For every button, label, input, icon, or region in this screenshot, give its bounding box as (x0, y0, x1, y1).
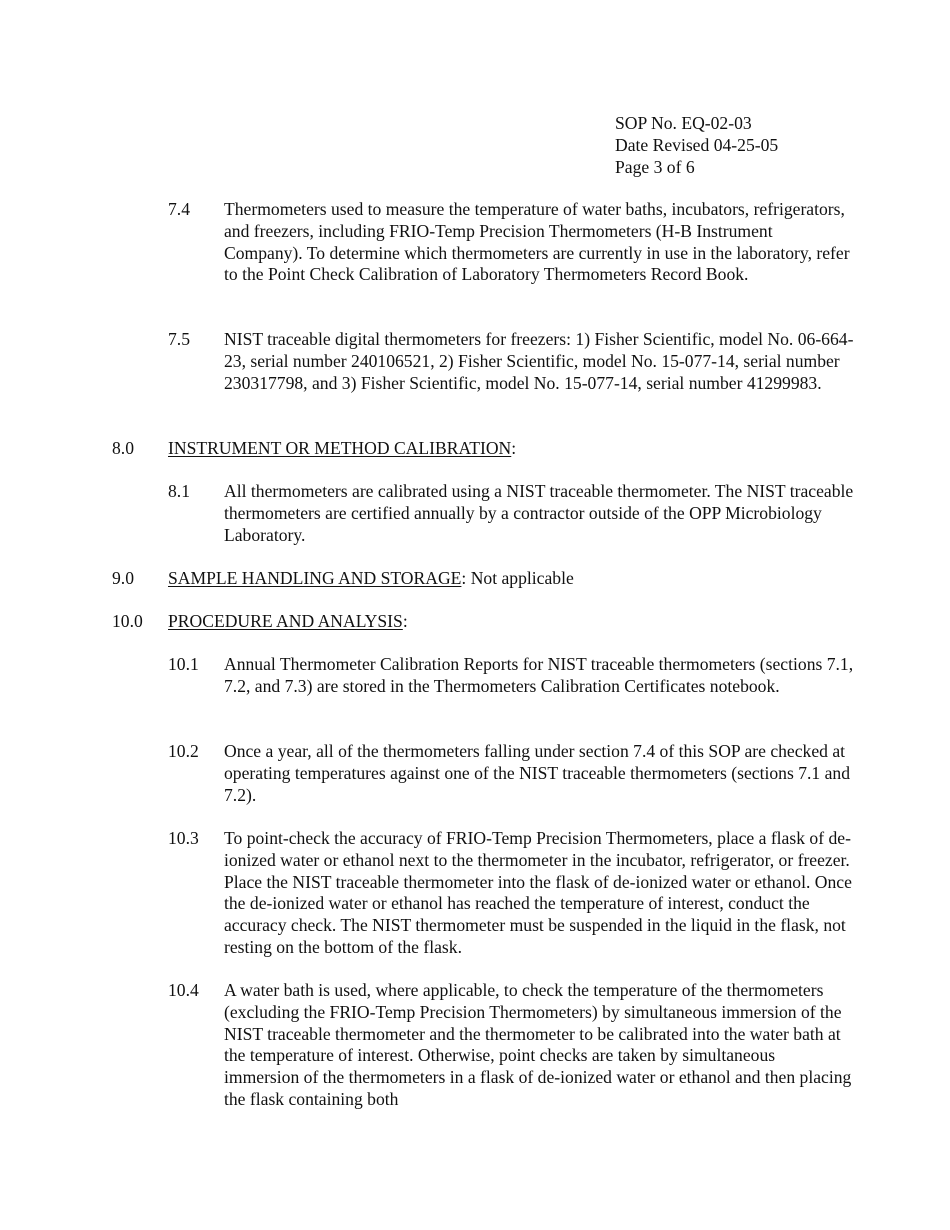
item-text: A water bath is used, where applicable, to check the temperature of the thermometers (excluding the FRIO-Temp Precision Thermometers) by simultaneous immersion of the NIST traceable thermometer and the thermometer to be calibrated into the water bath at the temperature of interest. Otherwise, point checks are taken by simultaneous immersion of the thermometers in a flask of de-ionized water or ethanol and then placing the flask containing both (224, 980, 852, 1109)
section-number: 10.0 (112, 611, 143, 631)
section-suffix: : Not applicable (461, 568, 574, 588)
section-title: SAMPLE HANDLING AND STORAGE (168, 568, 462, 588)
date-revised: Date Revised 04-25-05 (615, 134, 779, 155)
section-heading (168, 438, 516, 460)
section-title: PROCEDURE AND ANALYSIS (168, 611, 403, 631)
section-suffix: : (402, 611, 408, 631)
item-number: 10.4 (168, 980, 199, 1000)
item-text: NIST traceable digital thermometers for freezers: 1) Fisher Scientific, model No. 06-664-23, serial number 240106521, 2) Fisher Scientific, model No. 15-077-14, serial number 230317798, and 3) Fisher Scientific, model No. 15-077-14, serial number 41299983. (224, 329, 854, 393)
document-header (615, 113, 915, 178)
section-suffix: : (511, 438, 517, 458)
page-number: Page 3 of 6 (615, 156, 695, 177)
item-text: To point-check the accuracy of FRIO-Temp Precision Thermometers, place a flask of de-ionized water or ethanol next to the thermometer in the incubator, refrigerator, or freezer. Place the NIST traceable thermometer into the flask of de-ionized water or ethanol. Once the de-ionized water or ethanol has reached the temperature of interest, conduct the accuracy check. The NIST thermometer must be suspended in the liquid in the flask, not resting on the bottom of the flask. (224, 828, 852, 957)
section-number: 9.0 (112, 568, 134, 588)
item-number: 10.3 (168, 828, 199, 848)
item-number: 10.1 (168, 654, 199, 674)
section-title: INSTRUMENT OR METHOD CALIBRATION (168, 438, 512, 458)
section-heading (168, 611, 408, 633)
sop-number: SOP No. EQ-02-03 (615, 113, 752, 133)
item-text: Once a year, all of the thermometers falling under section 7.4 of this SOP are checked at operating temperatures against one of the NIST traceable thermometers (sections 7.1 and 7.2). (224, 741, 850, 805)
section-number: 8.0 (112, 438, 134, 458)
item-number: 8.1 (168, 481, 190, 501)
item-number: 10.2 (168, 741, 199, 761)
item-text: All thermometers are calibrated using a NIST traceable thermometer. The NIST traceable thermometers are certified annually by a contractor outside of the OPP Microbiology Laboratory. (224, 481, 854, 545)
item-text: Annual Thermometer Calibration Reports for NIST traceable thermometers (sections 7.1, 7.2, and 7.3) are stored in the Thermometers Calibration Certificates notebook. (224, 654, 854, 696)
item-number: 7.5 (168, 329, 190, 349)
section-heading (168, 568, 574, 590)
item-text: Thermometers used to measure the temperature of water baths, incubators, refrigerators, and freezers, including FRIO-Temp Precision Thermometers (H-B Instrument Company). To determine which thermometers are currently in use in the laboratory, refer to the Point Check Calibration of Laboratory Thermometers Record Book. (224, 199, 850, 285)
item-number: 7.4 (168, 199, 190, 219)
